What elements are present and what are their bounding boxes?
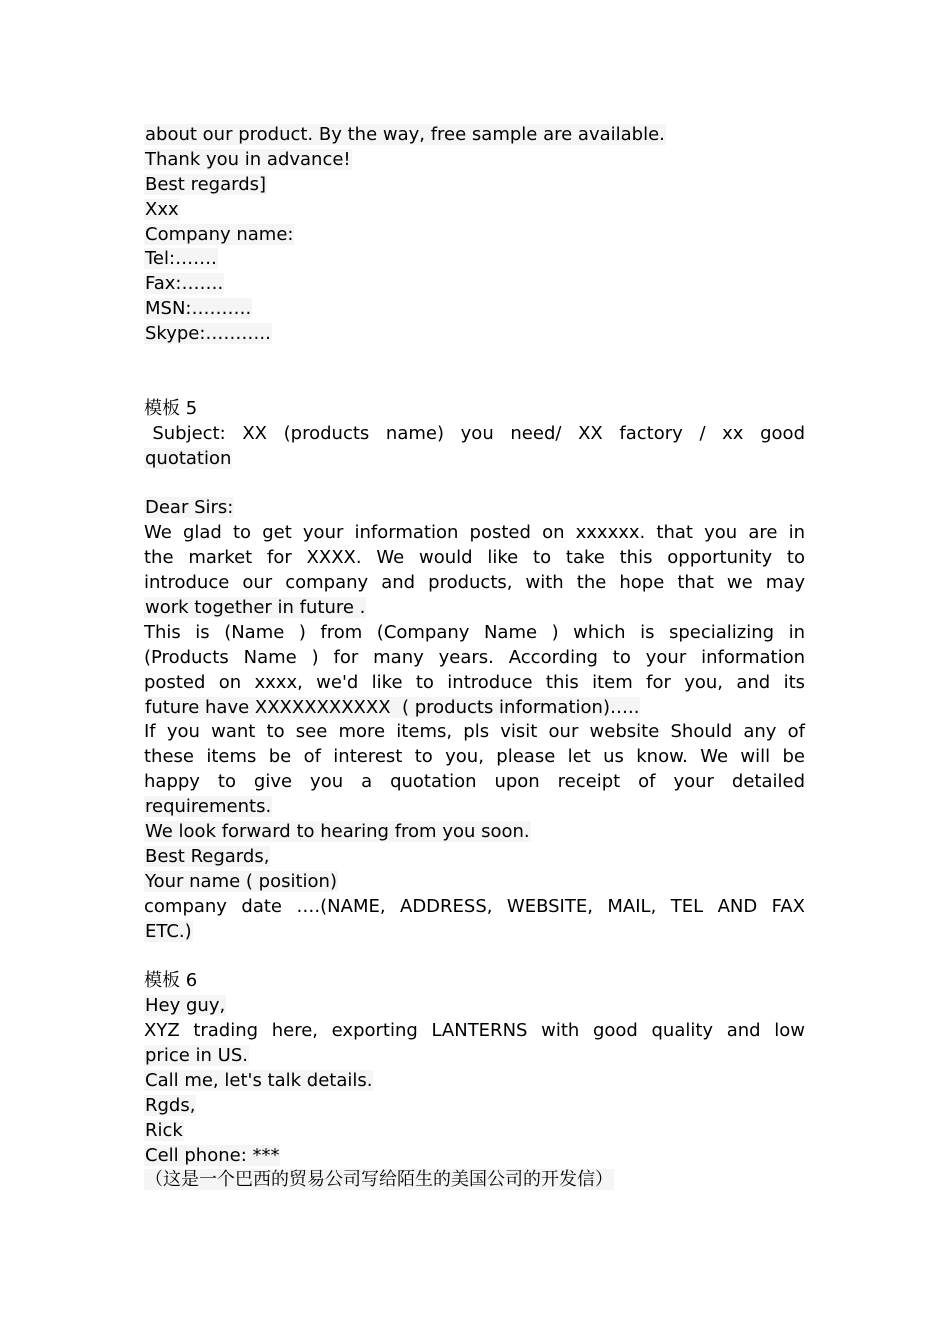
template-5: [144, 397, 805, 945]
text-line: Company name:: [145, 223, 294, 245]
text-line: Thank you in advance!: [145, 148, 351, 170]
paragraph-line: future have XXXXXXXXXXX ( products information)…..: [145, 696, 640, 718]
paragraph-line: Call me, let's talk details.: [145, 1069, 373, 1091]
note-line: （这是一个巴西的贸易公司写给陌生的美国公司的开发信）: [145, 1169, 613, 1191]
template-5-heading: 模板 5: [144, 397, 198, 419]
signature-name: Rick: [145, 1119, 183, 1141]
text-line: Best regards]: [145, 173, 267, 195]
template-6-heading: 模板 6: [144, 970, 198, 992]
paragraph-line: price in US.: [145, 1044, 248, 1066]
closing-line: Rgds,: [145, 1094, 196, 1116]
text-line: Xxx: [145, 198, 179, 220]
subject-line: Subject: XX (products name) you need/ XX factory / xx good: [144, 422, 805, 444]
paragraph-line: introduce our company and products, with the hope that we may: [144, 572, 805, 594]
paragraph-line: work together in future .: [145, 596, 366, 618]
company-line: company date ….(NAME, ADDRESS, WEBSITE, MAIL, TEL AND FAX: [144, 895, 805, 917]
text-line: Skype:………..: [145, 323, 271, 345]
closing-line: We look forward to hearing from you soon.: [145, 820, 530, 842]
paragraph-line: We glad to get your information posted on xxxxxx. that you are in: [144, 522, 805, 544]
document-page: [144, 123, 805, 1193]
paragraph-line: XYZ trading here, exporting LANTERNS with good quality and low: [144, 1020, 805, 1042]
greeting: Dear Sirs:: [145, 497, 234, 519]
paragraph-line: happy to give you a quotation upon receipt of your detailed: [144, 771, 805, 793]
paragraph-line: these items be of interest to you, please let us know. We will be: [144, 746, 805, 768]
paragraph-line: the market for XXXX. We would like to take this opportunity to: [144, 547, 805, 569]
spacer: [144, 944, 805, 969]
text-line: MSN:……….: [145, 298, 252, 320]
spacer: [144, 347, 805, 397]
text-line: about our product. By the way, free sample are available.: [145, 124, 665, 145]
previous-template-tail: [144, 123, 805, 347]
closing-line: Your name ( position): [145, 870, 337, 892]
subject-line: quotation: [145, 447, 232, 469]
greeting: Hey guy,: [145, 995, 226, 1017]
paragraph-line: If you want to see more items, pls visit our website Should any of: [144, 721, 805, 743]
company-line: ETC.): [145, 920, 192, 942]
template-6: [144, 969, 805, 1193]
paragraph-line: requirements.: [145, 796, 272, 818]
text-line: Fax:…….: [145, 273, 224, 295]
cell-phone-line: Cell phone: ***: [145, 1144, 280, 1166]
paragraph-line: posted on xxxx, we'd like to introduce this item for you, and its: [144, 671, 805, 693]
closing-line: Best Regards,: [145, 845, 270, 867]
text-line: Tel:…….: [145, 248, 217, 270]
paragraph-line: (Products Name ) for many years. According to your information: [144, 646, 805, 668]
spacer: [144, 471, 805, 496]
paragraph-line: This is (Name ) from (Company Name ) which is specializing in: [144, 621, 805, 643]
